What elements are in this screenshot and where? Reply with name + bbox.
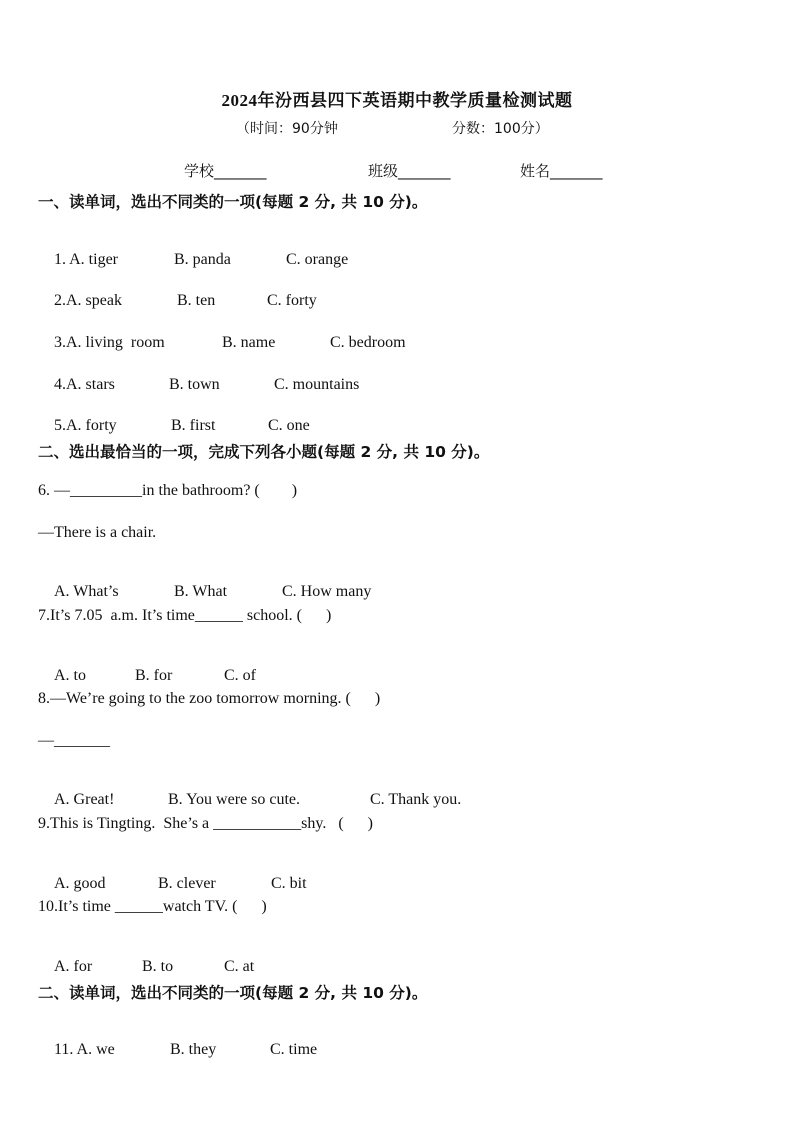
option-b: B. panda [174, 251, 231, 268]
option-b: B. name [222, 334, 276, 351]
option-b: B. to [142, 958, 174, 975]
section-1-heading: 一、读单词，选出不同类的一项(每题 2 分, 共 10 分)。 [38, 193, 428, 211]
exam-title: 2024年汾西县四下英语期中教学质量检测试题 [221, 91, 573, 110]
option-a: 11. A. we [54, 1041, 115, 1058]
option-c: C. orange [286, 251, 349, 268]
option-b: B. clever [158, 875, 216, 892]
option-a: 1. A. tiger [54, 251, 118, 268]
option-a: A. What’s [54, 583, 119, 600]
option-b: B. for [135, 667, 173, 684]
exam-score: 分数：100分） [452, 121, 549, 137]
school-field: 学校_______ [184, 162, 267, 180]
option-a: A. Great! [54, 791, 115, 808]
option-a: 4.A. stars [54, 376, 115, 393]
option-c: C. at [224, 958, 255, 975]
option-a: 5.A. forty [54, 417, 117, 434]
class-field: 班级_______ [368, 162, 451, 180]
option-c: C. one [268, 417, 310, 434]
option-a: 2.A. speak [54, 292, 122, 309]
option-c: C. forty [267, 292, 317, 309]
section-2-heading: 二、选出最恰当的一项，完成下列各小题(每题 2 分, 共 10 分)。 [38, 443, 490, 461]
option-a: A. to [54, 667, 86, 684]
question-6-answer-line: —There is a chair. [38, 524, 157, 541]
option-b: B. What [174, 583, 228, 600]
option-a: A. good [54, 875, 106, 892]
option-b: B. they [170, 1041, 217, 1058]
option-b: B. town [169, 376, 220, 393]
question-8-answer-line: —_______ [38, 732, 110, 749]
option-a: A. for [54, 958, 93, 975]
option-c: C. Thank you. [370, 791, 462, 808]
question-9: 9.This is Tingting. She’s a ___________shy. ( ) [38, 815, 373, 832]
option-c: C. time [270, 1041, 318, 1058]
option-c: C. mountains [274, 376, 360, 393]
section-3-heading: 二、读单词，选出不同类的一项(每题 2 分, 共 10 分)。 [38, 984, 428, 1002]
question-10: 10.It’s time ______watch TV. ( ) [38, 898, 267, 915]
question-7: 7.It’s 7.05 a.m. It’s time______ school. ( ) [38, 607, 332, 624]
option-c: C. of [224, 667, 256, 684]
option-b: B. ten [177, 292, 216, 309]
option-b: B. You were so cute. [168, 791, 300, 808]
option-c: C. How many [282, 583, 372, 600]
name-field: 姓名_______ [520, 162, 603, 180]
question-6: 6. —_________in the bathroom? ( ) [38, 482, 298, 499]
exam-time: （时间：90分钟 [236, 121, 338, 137]
option-c: C. bit [271, 875, 307, 892]
option-a: 3.A. living room [54, 334, 165, 351]
question-11 [38, 1023, 317, 1077]
option-c: C. bedroom [330, 334, 406, 351]
option-b: B. first [171, 417, 216, 434]
question-8: 8.—We’re going to the zoo tomorrow morning. ( ) [38, 690, 381, 707]
